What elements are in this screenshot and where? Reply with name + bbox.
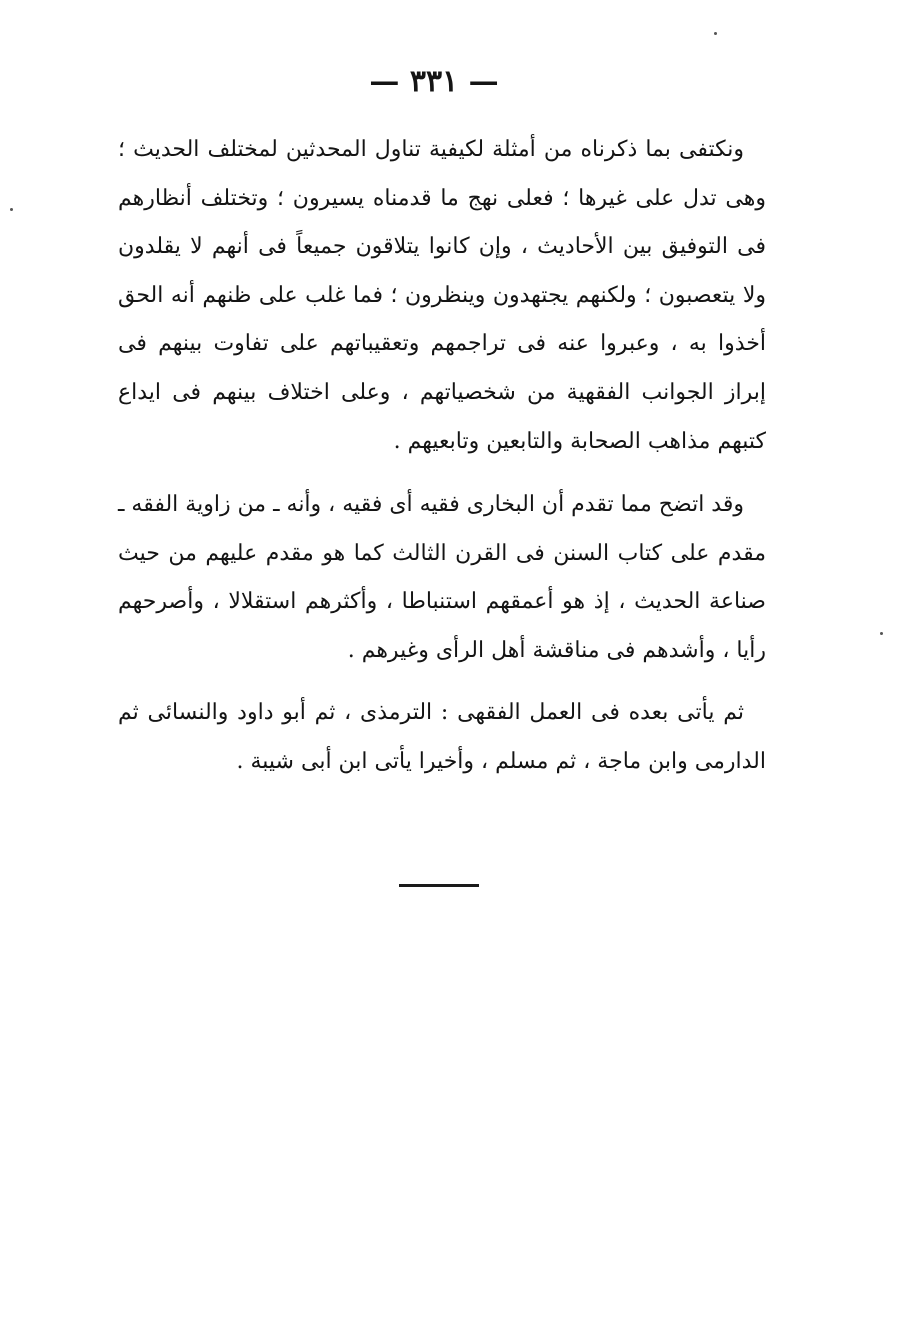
scan-speck bbox=[10, 208, 13, 211]
scan-speck bbox=[714, 32, 717, 35]
paragraph-1: ونكتفى بما ذكرناه من أمثلة لكيفية تناول المحدثين لمختلف الحديث ؛ وهى تدل على غيرها ؛ فعلى نهج ما قدمناه يسيرون ؛ وتختلف أنظارهم فى التوفيق بين الأحاديث ، وإن كانوا يتلاقون جميعاً فى أنهم لا يقلدون ولا يتعصبون ؛ ولكنهم يجتهدون وينظرون ؛ فما غلب على ظنهم أنه الحق أخذوا به ، وعبروا عنه فى تراجمهم وتعقيباتهم على تفاوت بينهم فى إبراز الجوانب الفقهية من شخصياتهم ، وعلى اختلاف بينهم فى ايداع كتبهم مذاهب الصحابة والتابعين وتابعيهم . bbox=[118, 137, 766, 454]
end-separator-line bbox=[399, 884, 479, 887]
paragraph-1-block bbox=[118, 126, 766, 466]
paragraph-3-block bbox=[118, 689, 766, 786]
scan-speck bbox=[880, 632, 883, 635]
page-number: — ٣٣١ — bbox=[369, 64, 499, 99]
paragraph-3: ثم يأتى بعده فى العمل الفقهى : الترمذى ، ثم أبو داود والنسائى ثم الدارمى وابن ماجة ، ثم مسلم ، وأخيرا يأتى ابن أبى شيبة . bbox=[118, 700, 766, 774]
paragraph-2-block bbox=[118, 481, 766, 675]
paragraph-2: وقد اتضح مما تقدم أن البخارى فقيه أى فقيه ، وأنه ـ من زاوية الفقه ـ مقدم على كتاب السنن فى القرن الثالث كما هو مقدم عليهم من حيث صناعة الحديث ، إذ هو أعمقهم استنباطا ، وأكثرهم استقلالا ، وأصرحهم رأيا ، وأشدهم فى مناقشة أهل الرأى وغيرهم . bbox=[117, 492, 766, 663]
